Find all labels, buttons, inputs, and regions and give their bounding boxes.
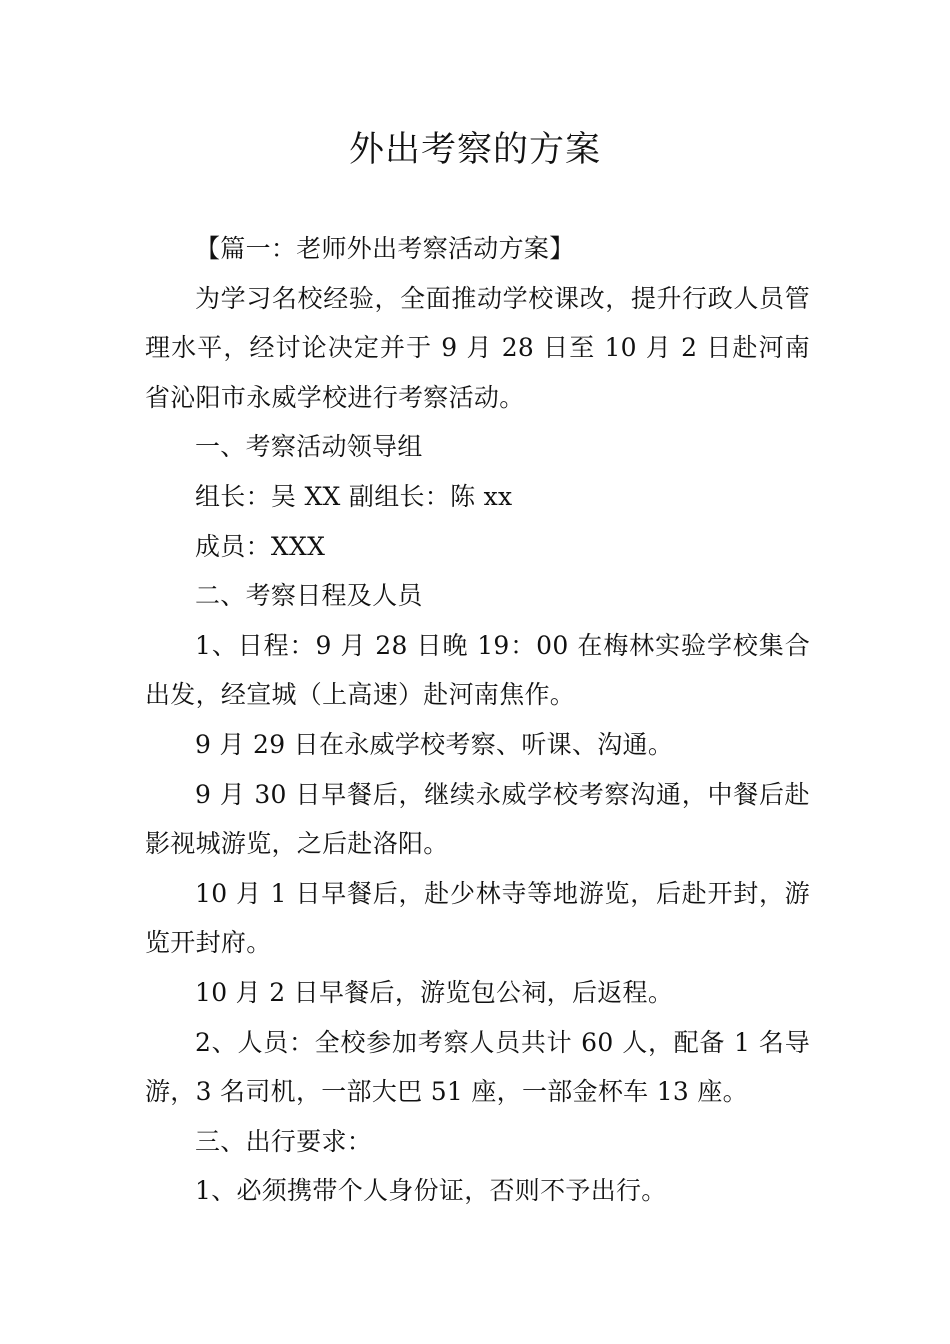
schedule-day-2: 9 月 29 日在永威学校考察、听课、沟通。 xyxy=(195,729,674,759)
schedule-day-4: 10 月 1 日早餐后，赴少林寺等地游览，后赴开封，游览开封府。 xyxy=(145,878,810,958)
requirement-1: 1、必须携带个人身份证，否则不予出行。 xyxy=(195,1176,667,1206)
leader-line: 组长：吴 XX 副组长：陈 xx xyxy=(195,481,513,511)
members-line: 成员：XXX xyxy=(195,531,326,561)
personnel-paragraph: 2、人员：全校参加考察人员共计 60 人，配备 1 名导游，3 名司机，一部大巴 51 座，一部金杯车 13 座。 xyxy=(145,1027,810,1107)
section-heading-requirements: 三、出行要求： xyxy=(195,1126,373,1156)
section-heading-schedule: 二、考察日程及人员 xyxy=(195,581,423,611)
section-heading-article-one: 【篇一：老师外出考察活动方案】 xyxy=(195,234,575,263)
document-body xyxy=(145,224,810,1216)
section-heading-leadership: 一、考察活动领导组 xyxy=(195,432,423,462)
schedule-day-5: 10 月 2 日早餐后，游览包公祠，后返程。 xyxy=(195,977,674,1007)
schedule-day-1: 1、日程：9 月 28 日晚 19：00 在梅林实验学校集合出发，经宣城（上高速）赴河南焦作。 xyxy=(145,630,810,710)
document-title: 外出考察的方案 xyxy=(348,130,601,170)
schedule-day-3: 9 月 30 日早餐后，继续永威学校考察沟通，中餐后赴影视城游览，之后赴洛阳。 xyxy=(145,779,810,859)
intro-paragraph: 为学习名校经验，全面推动学校课改，提升行政人员管理水平，经讨论决定并于 9 月 28 日至 10 月 2 日赴河南省沁阳市永威学校进行考察活动。 xyxy=(145,283,810,412)
